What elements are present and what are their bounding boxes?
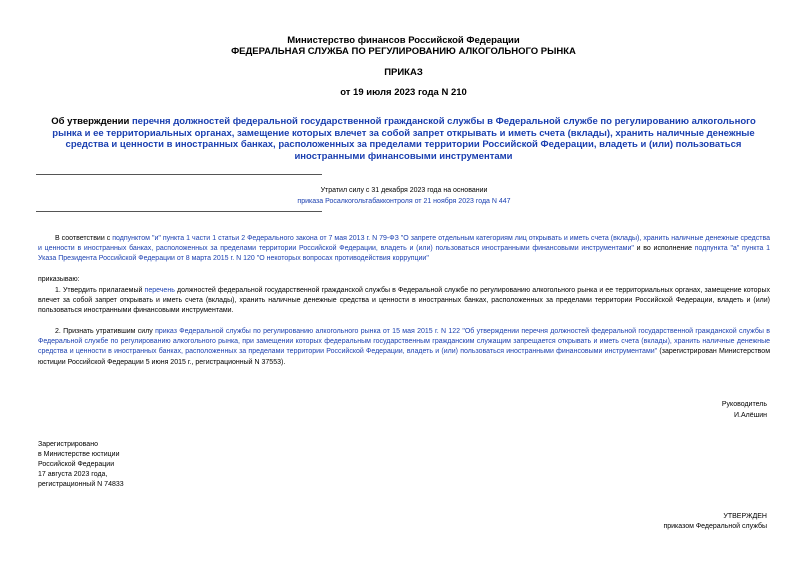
order-date-number: от 19 июля 2023 года N 210 <box>340 87 467 98</box>
registration-line-5: регистрационный N 74833 <box>38 481 124 488</box>
item-2-text-2: (зарегистрирован Министерством юстиции Российской Федерации 5 июня 2015 г., регистрационный N 37553). <box>38 348 771 366</box>
preamble-text-1: В соответствии с <box>55 235 113 242</box>
separator-bottom <box>36 211 322 212</box>
signer-role: Руководитель <box>721 401 767 408</box>
item-1-paragraph <box>38 286 770 317</box>
order-label: ПРИКАЗ <box>384 67 423 78</box>
approved-label: УТВЕРЖДЕН <box>723 513 767 520</box>
header-service: ФЕДЕРАЛЬНАЯ СЛУЖБА ПО РЕГУЛИРОВАНИЮ АЛКОГОЛЬНОГО РЫНКА <box>231 46 576 57</box>
header-ministry: Министерство финансов Российской Федерации <box>287 35 520 46</box>
item-1-list-link[interactable]: перечень <box>144 287 175 294</box>
document-title <box>40 116 767 162</box>
signer-name: И.Алёшин <box>733 412 767 419</box>
item-2-order-link[interactable]: приказ Федеральной службы по регулированию алкогольного рынка от 15 мая 2015 г. N 122 "Об утверждении перечня должностей федеральной государственной гражданской службы в Федеральной службе по регулированию алкогольного рынка, при замещении которых федеральным государственным гражданским служащим запрещается открывать и иметь счета (вклады), хранить наличные денежные средства и ценности в иностранных банках, расположенных за пределами территории Российской Федерации, владеть и (или) пользоваться иностранными финансовыми инструментами" <box>38 328 770 356</box>
preamble-law-link[interactable]: подпунктом "и" пункта 1 части 1 статьи 2 Федерального закона от 7 мая 2013 г. N 79-ФЗ "О запрете отдельным категориям лиц открывать и иметь счета (вклады), хранить наличные денежные средства и ценности в иностранных банках, расположенных за пределами территории Российской Федерации, владеть и (или) пользоваться иностранными финансовыми инструментами" <box>38 235 770 253</box>
item-1-text-1: 1. Утвердить прилагаемый <box>55 287 145 294</box>
lost-force-note: Утратил силу с 31 декабря 2023 года на основании <box>320 187 488 194</box>
item-1-text-2: должностей федеральной государственной гражданской службы в Федеральной службе по регулированию алкогольного рынка и ее территориальных органах, замещение которых влечет за собой запрет открывать и иметь счета (вклады), хранить наличные денежные средства и ценности в иностранных банках, расположенных за пределами территории Российской Федерации, владеть и (или) пользоваться иностранными финансовыми инструментами. <box>38 287 770 315</box>
registration-line-1: Зарегистрировано <box>38 441 98 448</box>
preamble-text-2: и во исполнение <box>633 245 695 253</box>
item-2-text-1: 2. Признать утратившим силу <box>55 328 156 335</box>
orders-word: приказываю: <box>38 276 80 283</box>
document-title-prefix: Об утверждении <box>51 116 132 127</box>
document-title-link[interactable]: перечня должностей федеральной государственной гражданской службы в Федеральной службе по регулированию алкогольного рынка и ее территориальных органах, замещение которых влечет за собой запрет открывать и иметь счета (вклады), хранить наличные денежные средства и ценности в иностранных банках, расположенных за пределами территории Российской Федерации, владеть и (или) пользоваться иностранными финансовыми инструментами <box>52 116 756 162</box>
registration-line-3: Российской Федерации <box>38 461 115 468</box>
lost-force-link[interactable]: приказа Росалкогольтабакконтроля от 21 ноября 2023 года N 447 <box>297 198 511 205</box>
item-2-paragraph <box>38 327 770 368</box>
preamble-paragraph <box>38 234 770 265</box>
registration-line-2: в Министерстве юстиции <box>38 451 120 458</box>
approved-by-order: приказом Федеральной службы <box>663 523 767 530</box>
separator-top <box>36 174 322 175</box>
preamble-decree-link[interactable]: подпункта "а" пункта 1 Указа Президента Российской Федерации от 8 марта 2015 г. N 120 "О некоторых вопросах противодействия коррупции" <box>38 245 770 263</box>
registration-line-4: 17 августа 2023 года, <box>38 471 108 478</box>
